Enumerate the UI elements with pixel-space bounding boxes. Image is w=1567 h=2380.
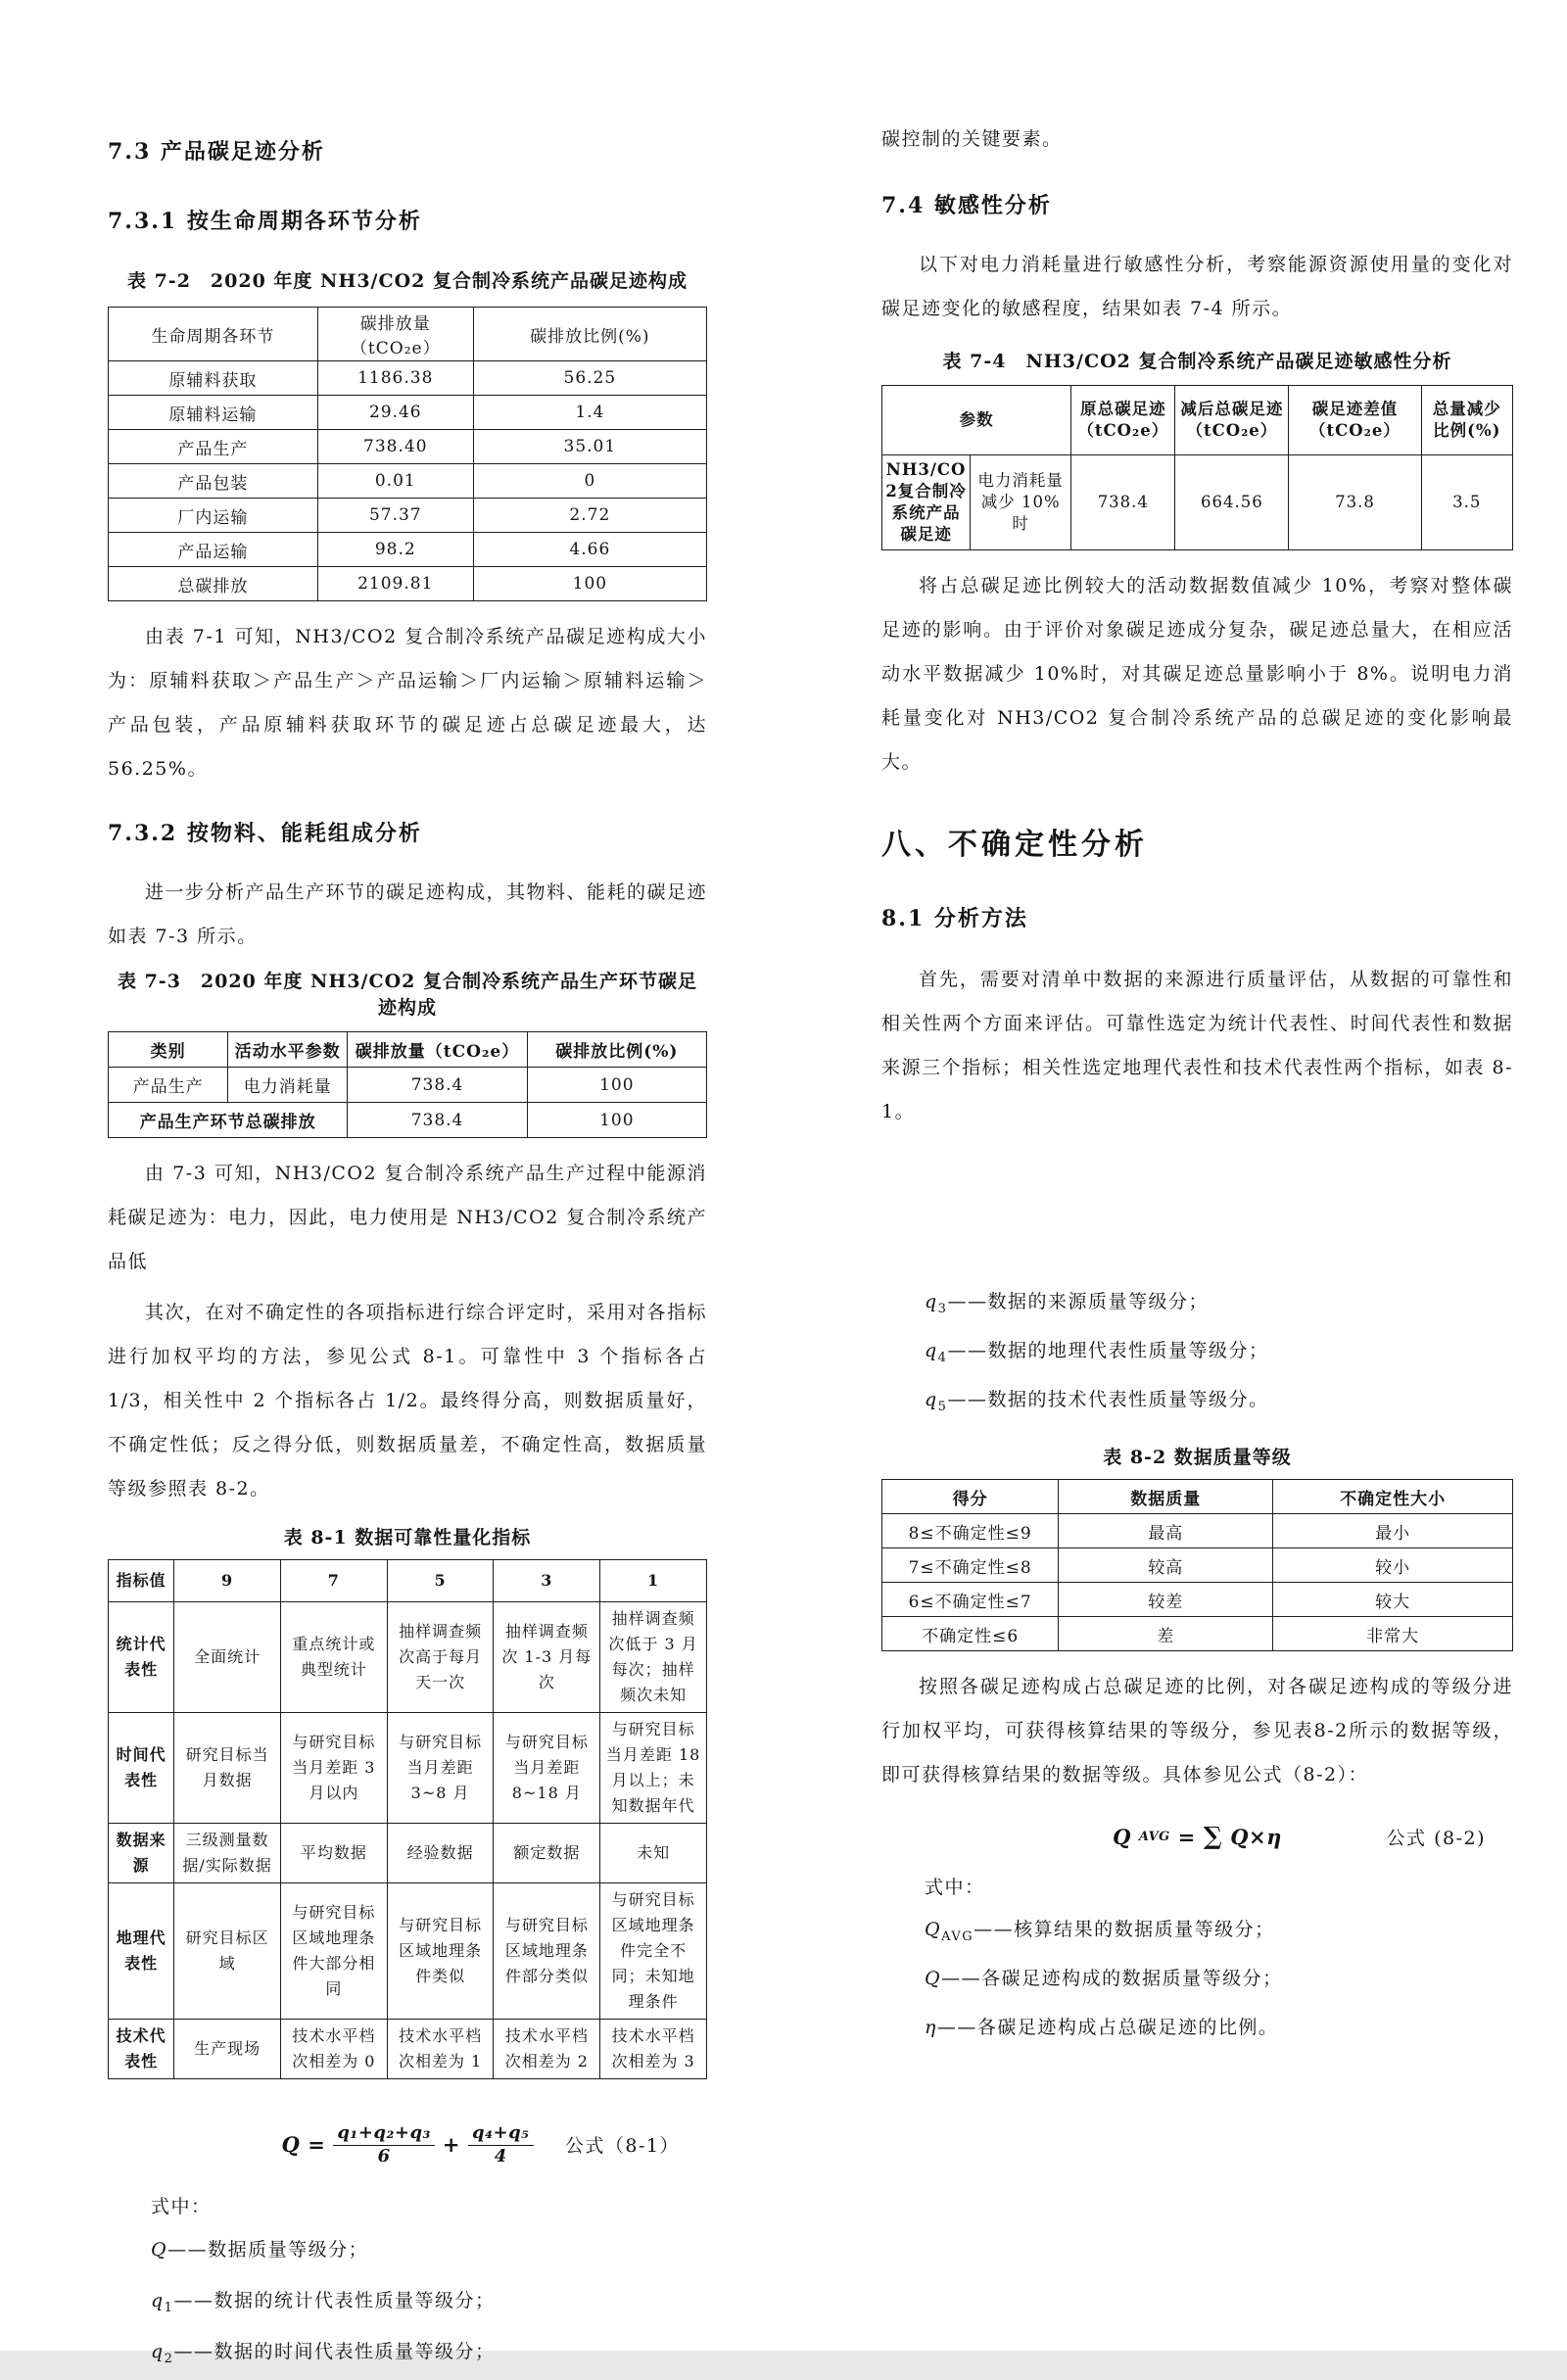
fraction-numerator: q₄+q₅ xyxy=(468,2123,534,2146)
table-cell: 不确定性≤6 xyxy=(882,1617,1059,1651)
symbol-description: ——数据的技术代表性质量等级分。 xyxy=(947,1388,1269,1410)
table-cell: 产品生产 xyxy=(109,1068,228,1103)
table-7-4-title: 表 7-4 NH3/CO2 复合制冷系统产品碳足迹敏感性分析 xyxy=(942,351,1452,372)
symbol-description: ——数据的来源质量等级分； xyxy=(947,1291,1209,1312)
symbol: η xyxy=(925,2016,937,2038)
table-cell: 总碳排放 xyxy=(109,567,318,601)
table-cell: 产品生产 xyxy=(109,430,318,464)
table-cell: 100 xyxy=(527,1068,706,1103)
fraction-1 xyxy=(333,2123,435,2166)
table-cell: 35.01 xyxy=(473,430,706,464)
table-cell: 738.4 xyxy=(1071,455,1175,550)
equals-sign: = xyxy=(308,2131,326,2157)
para-after-table-7-2: 由表 7-1 可知，NH3/CO2 复合制冷系统产品碳足迹构成大小为：原辅料获取＞产品生产＞产品运输＞厂内运输＞原辅料运输＞产品包装，产品原辅料获取环节的碳足迹占总碳足迹最大，达 56.25%。 xyxy=(108,626,707,780)
symbol: q xyxy=(925,1291,938,1312)
table-7-2-title: 表 7-2 2020 年度 NH3/CO2 复合制冷系统产品碳足迹构成 xyxy=(126,270,689,292)
table-cell: 技术水平档次相差为 3 xyxy=(600,2020,707,2079)
symbol-subscript: 3 xyxy=(937,1301,948,1316)
definition-line xyxy=(881,1958,1513,2007)
table-cell: 额定数据 xyxy=(494,1824,600,1883)
table-cell: 1.4 xyxy=(473,396,706,430)
symbol-subscript: AVG xyxy=(941,1929,974,1945)
table-cell: 3.5 xyxy=(1421,455,1512,550)
table-cell: 56.25 xyxy=(473,361,706,396)
table-row xyxy=(109,1103,707,1138)
formula-8-2 xyxy=(881,1815,1513,1858)
table-cell: 技术水平档次相差为 1 xyxy=(387,2020,494,2079)
table-cell: 时间代表性 xyxy=(109,1713,174,1824)
table-cell: 0.01 xyxy=(317,464,473,499)
symbol: q xyxy=(925,1339,938,1361)
table-cell: 较大 xyxy=(1273,1583,1513,1617)
table-cell: 3 xyxy=(494,1560,600,1602)
table-cell: 不确定性大小 xyxy=(1273,1480,1513,1514)
formula-lhs-subscript: AVG xyxy=(1138,1829,1170,1844)
table-cell: 最高 xyxy=(1059,1514,1273,1548)
sigma-symbol: ∑ xyxy=(1203,1821,1223,1850)
table-cell: 7 xyxy=(280,1560,387,1602)
symbol-subscript: 5 xyxy=(937,1399,948,1414)
table-cell: 碳排放比例(%) xyxy=(473,308,706,361)
shizhong-label: 式中： xyxy=(925,1877,985,1899)
table-cell: 抽样调查频次低于 3 月每次；抽样频次未知 xyxy=(600,1602,707,1713)
symbol-subscript: 4 xyxy=(937,1350,948,1365)
table-cell: 原总碳足迹（tCO₂e） xyxy=(1071,386,1175,455)
table-7-2-header-row xyxy=(109,308,707,361)
table-cell: 技术水平档次相差为 2 xyxy=(494,2020,600,2079)
table-cell: 地理代表性 xyxy=(109,1883,174,2020)
table-cell: 数据来源 xyxy=(109,1824,174,1883)
table-row xyxy=(109,1824,707,1883)
table-row xyxy=(882,1583,1513,1617)
table-cell: 产品运输 xyxy=(109,533,318,567)
heading-8-1: 8.1 分析方法 xyxy=(881,906,1028,931)
definition-line xyxy=(881,2007,1513,2056)
table-cell: 73.8 xyxy=(1289,455,1421,550)
table-cell: 产品包装 xyxy=(109,464,318,499)
table-row xyxy=(109,2020,707,2079)
shizhong-label: 式中： xyxy=(151,2196,212,2217)
table-cell: 电力消耗量 xyxy=(228,1068,348,1103)
table-cell: 1 xyxy=(600,1560,707,1602)
table-cell: 重点统计或典型统计 xyxy=(280,1602,387,1713)
table-cell: 与研究目标区域地理条件完全不同；未知地理条件 xyxy=(600,1883,707,2020)
table-cell: 7≤不确定性≤8 xyxy=(882,1548,1059,1583)
formula-lhs: Q xyxy=(281,2131,301,2157)
page2-left-column xyxy=(108,1291,707,2380)
formula-8-2-label: 公式 (8-2) xyxy=(1386,1827,1486,1849)
para-after-table-7-4: 将占总碳足迹比例较大的活动数据数值减少 10%，考察对整体碳足迹的影响。由于评价对象碳足迹成分复杂，碳足迹总量大，在相应活动水平数据减少 10%时，对其碳足迹总量影响小于 8%。说明电力消耗量变化对 NH3/CO2 复合制冷系统产品的总碳足迹的变化影响最大。 xyxy=(881,575,1513,773)
table-cell: 平均数据 xyxy=(280,1824,387,1883)
symbol-subscript: 1 xyxy=(164,2300,174,2315)
definition-line xyxy=(881,1281,1513,1330)
symbol-description: ——核算结果的数据质量等级分； xyxy=(973,1919,1275,1941)
table-cell: 原辅料获取 xyxy=(109,361,318,396)
definition-line xyxy=(108,2279,707,2330)
table-cell: 产品生产环节总碳排放 xyxy=(109,1103,348,1138)
symbol-description: ——各碳足迹构成的数据质量等级分； xyxy=(941,1968,1283,1990)
table-cell: 非常大 xyxy=(1273,1617,1513,1651)
table-cell: 抽样调查频次 1-3 月每次 xyxy=(494,1602,600,1713)
fraction-2 xyxy=(468,2123,534,2166)
heading-8: 八、不确定性分析 xyxy=(881,828,1148,862)
table-cell: 2.72 xyxy=(473,499,706,533)
page1-left-column xyxy=(108,135,707,1284)
table-cell: 较高 xyxy=(1059,1548,1273,1583)
heading-7-3: 7.3 产品碳足迹分析 xyxy=(108,139,325,165)
table-cell: 技术代表性 xyxy=(109,2020,174,2079)
table-cell: 98.2 xyxy=(317,533,473,567)
definition-line xyxy=(108,2228,707,2279)
table-row xyxy=(109,1602,707,1713)
table-cell: 参数 xyxy=(882,386,1071,455)
symbol-subscript: 2 xyxy=(164,2351,174,2366)
table-row xyxy=(109,1068,707,1103)
table-cell: 全面统计 xyxy=(174,1602,281,1713)
heading-7-3-1: 7.3.1 按生命周期各环节分析 xyxy=(108,209,422,234)
table-cell: 6≤不确定性≤7 xyxy=(882,1583,1059,1617)
symbol-description: ——各碳足迹构成占总碳足迹的比例。 xyxy=(936,2016,1279,2038)
table-cell: 与研究目标当月差距 3~8 月 xyxy=(387,1713,494,1824)
formula-8-1 xyxy=(108,2113,707,2175)
symbol: q xyxy=(151,2340,165,2362)
table-row xyxy=(882,455,1513,550)
fraction-numerator: q₁+q₂+q₃ xyxy=(333,2123,435,2146)
table-cell: 738.4 xyxy=(348,1068,527,1103)
table-row xyxy=(882,1548,1513,1583)
table-cell: 57.37 xyxy=(317,499,473,533)
plus-sign: + xyxy=(442,2131,461,2157)
table-cell: 生产现场 xyxy=(174,2020,281,2079)
table-row xyxy=(109,567,707,601)
table-cell: 指标值 xyxy=(109,1560,174,1602)
table-row xyxy=(109,499,707,533)
table-cell: 碳排放量（tCO₂e） xyxy=(348,1032,527,1068)
table-cell: 1186.38 xyxy=(317,361,473,396)
table-cell: 738.4 xyxy=(348,1103,527,1138)
table-8-2-title: 表 8-2 数据质量等级 xyxy=(1103,1447,1292,1469)
equals-sign: = xyxy=(1177,1824,1196,1849)
table-cell: 8≤不确定性≤9 xyxy=(882,1514,1059,1548)
table-cell: 电力消耗量减少 10%时 xyxy=(971,455,1071,550)
table-cell: 2109.81 xyxy=(317,567,473,601)
table-cell: 碳排放量（tCO₂e） xyxy=(317,308,473,361)
table-cell: 与研究目标当月差距 3 月以内 xyxy=(280,1713,387,1824)
definition-line xyxy=(881,1330,1513,1379)
page1-right-column xyxy=(881,118,1513,1134)
para-after-table-7-3: 由 7-3 可知，NH3/CO2 复合制冷系统产品生产过程中能源消耗碳足迹为：电力，因此，电力使用是 NH3/CO2 复合制冷系统产品低 xyxy=(108,1163,707,1272)
table-cell: 抽样调查频次高于每月天一次 xyxy=(387,1602,494,1713)
definition-line xyxy=(108,2330,707,2380)
table-cell: 得分 xyxy=(882,1480,1059,1514)
table-cell: 类别 xyxy=(109,1032,228,1068)
table-8-1-header-row xyxy=(109,1560,707,1602)
table-cell: 664.56 xyxy=(1175,455,1289,550)
table-7-3-header-row xyxy=(109,1032,707,1068)
formula-tail: Q×η xyxy=(1230,1824,1282,1849)
table-row xyxy=(882,1514,1513,1548)
table-cell: 29.46 xyxy=(317,396,473,430)
table-cell: 厂内运输 xyxy=(109,499,318,533)
table-cell: 与研究目标当月差距 18 月以上；未知数据年代 xyxy=(600,1713,707,1824)
fraction-denominator: 4 xyxy=(494,2145,507,2166)
table-cell: 100 xyxy=(473,567,706,601)
table-8-1 xyxy=(108,1559,707,2079)
table-cell: 较差 xyxy=(1059,1583,1273,1617)
page2-right-column xyxy=(881,1281,1513,2056)
formula-lhs: Q xyxy=(1113,1824,1131,1849)
table-cell: 技术水平档次相差为 0 xyxy=(280,2020,387,2079)
symbol-description: ——数据的统计代表性质量等级分； xyxy=(173,2289,496,2311)
table-cell: 数据质量 xyxy=(1059,1480,1273,1514)
table-row xyxy=(882,1617,1513,1651)
table-cell: 碳排放比例(%) xyxy=(527,1032,706,1068)
table-cell: 5 xyxy=(387,1560,494,1602)
table-cell: 未知 xyxy=(600,1824,707,1883)
table-7-4 xyxy=(881,385,1513,550)
table-row xyxy=(109,430,707,464)
heading-7-4: 7.4 敏感性分析 xyxy=(881,193,1052,218)
table-row xyxy=(109,1883,707,2020)
table-7-4-header-row xyxy=(882,386,1513,455)
para-8-1: 首先，需要对清单中数据的来源进行质量评估，从数据的可靠性和相关性两个方面来评估。可靠性选定为统计代表性、时间代表性和数据来源三个指标；相关性选定地理代表性和技术代表性两个指标，如表 8-1。 xyxy=(881,969,1513,1122)
symbol-description: ——数据的地理代表性质量等级分； xyxy=(947,1339,1269,1361)
para-after-table-8-2: 按照各碳足迹构成占总碳足迹的比例，对各碳足迹构成的等级分进行加权平均，可获得核算结果的等级分，参见表8-2所示的数据等级，即可获得核算结果的数据等级。具体参见公式（8-2）： xyxy=(881,1676,1513,1786)
table-cell: 生命周期各环节 xyxy=(109,308,318,361)
formula-8-1-label: 公式（8-1） xyxy=(564,2134,680,2157)
formula-8-2-expression xyxy=(1113,1823,1282,1851)
table-cell: 最小 xyxy=(1273,1514,1513,1548)
symbol: q xyxy=(151,2289,165,2311)
table-8-2-header-row xyxy=(882,1480,1513,1514)
table-cell: 活动水平参数 xyxy=(228,1032,348,1068)
table-cell: 4.66 xyxy=(473,533,706,567)
table-row xyxy=(109,464,707,499)
table-7-3-title: 表 7-3 2020 年度 NH3/CO2 复合制冷系统产品生产环节碳足迹构成 xyxy=(117,971,698,1019)
table-cell: 较小 xyxy=(1273,1548,1513,1583)
definition-line xyxy=(881,1909,1513,1958)
table-8-1-title: 表 8-1 数据可靠性量化指标 xyxy=(283,1527,532,1548)
para-7-4: 以下对电力消耗量进行敏感性分析，考察能源资源使用量的变化对碳足迹变化的敏感程度，结果如表 7-4 所示。 xyxy=(881,254,1513,319)
table-cell: NH3/CO2复合制冷系统产品碳足迹 xyxy=(882,455,971,550)
symbol: Q xyxy=(925,1968,942,1990)
table-cell: 差 xyxy=(1059,1617,1273,1651)
table-cell: 减后总碳足迹（tCO₂e） xyxy=(1175,386,1289,455)
table-row xyxy=(109,396,707,430)
para-cixi: 其次，在对不确定性的各项指标进行综合评定时，采用对各指标进行加权平均的方法，参见公式 8-1。可靠性中 3 个指标各占 1/3，相关性中 2 个指标各占 1/2。最终得分高，则数据质量好，不确定性低；反之得分低，则数据质量差，不确定性高，数据质量等级参照表 8-2。 xyxy=(108,1302,708,1499)
table-cell: 100 xyxy=(527,1103,706,1138)
table-row xyxy=(109,533,707,567)
table-7-3 xyxy=(108,1031,707,1138)
formula-8-1-expression xyxy=(281,2122,533,2166)
heading-7-3-2: 7.3.2 按物料、能耗组成分析 xyxy=(108,821,422,846)
table-7-2 xyxy=(108,307,707,601)
table-cell: 与研究目标区域地理条件大部分相同 xyxy=(280,1883,387,2020)
table-cell: 三级测量数据/实际数据 xyxy=(174,1824,281,1883)
table-cell: 碳足迹差值（tCO₂e） xyxy=(1289,386,1421,455)
symbol-description: ——数据的时间代表性质量等级分； xyxy=(173,2340,496,2362)
symbol-description: ——数据质量等级分； xyxy=(167,2239,369,2261)
table-cell: 原辅料运输 xyxy=(109,396,318,430)
symbol: Q xyxy=(925,1919,942,1941)
symbol: Q xyxy=(151,2239,168,2261)
table-cell: 9 xyxy=(174,1560,281,1602)
table-cell: 总量减少比例(%) xyxy=(1421,386,1512,455)
table-cell: 研究目标区域 xyxy=(174,1883,281,2020)
definition-line xyxy=(881,1379,1513,1428)
para-continued: 碳控制的关键要素。 xyxy=(881,128,1063,150)
para-7-3-2: 进一步分析产品生产环节的碳足迹构成，其物料、能耗的碳足迹如表 7-3 所示。 xyxy=(108,881,708,947)
table-cell: 与研究目标区域地理条件部分类似 xyxy=(494,1883,600,2020)
table-cell: 统计代表性 xyxy=(109,1602,174,1713)
table-row xyxy=(109,361,707,396)
table-cell: 0 xyxy=(473,464,706,499)
symbol: q xyxy=(925,1388,938,1410)
table-cell: 与研究目标区域地理条件类似 xyxy=(387,1883,494,2020)
table-cell: 研究目标当月数据 xyxy=(174,1713,281,1824)
table-row xyxy=(109,1713,707,1824)
table-cell: 与研究目标当月差距 8~18 月 xyxy=(494,1713,600,1824)
table-8-2 xyxy=(881,1479,1513,1651)
table-cell: 738.40 xyxy=(317,430,473,464)
table-cell: 经验数据 xyxy=(387,1824,494,1883)
fraction-denominator: 6 xyxy=(377,2145,391,2166)
